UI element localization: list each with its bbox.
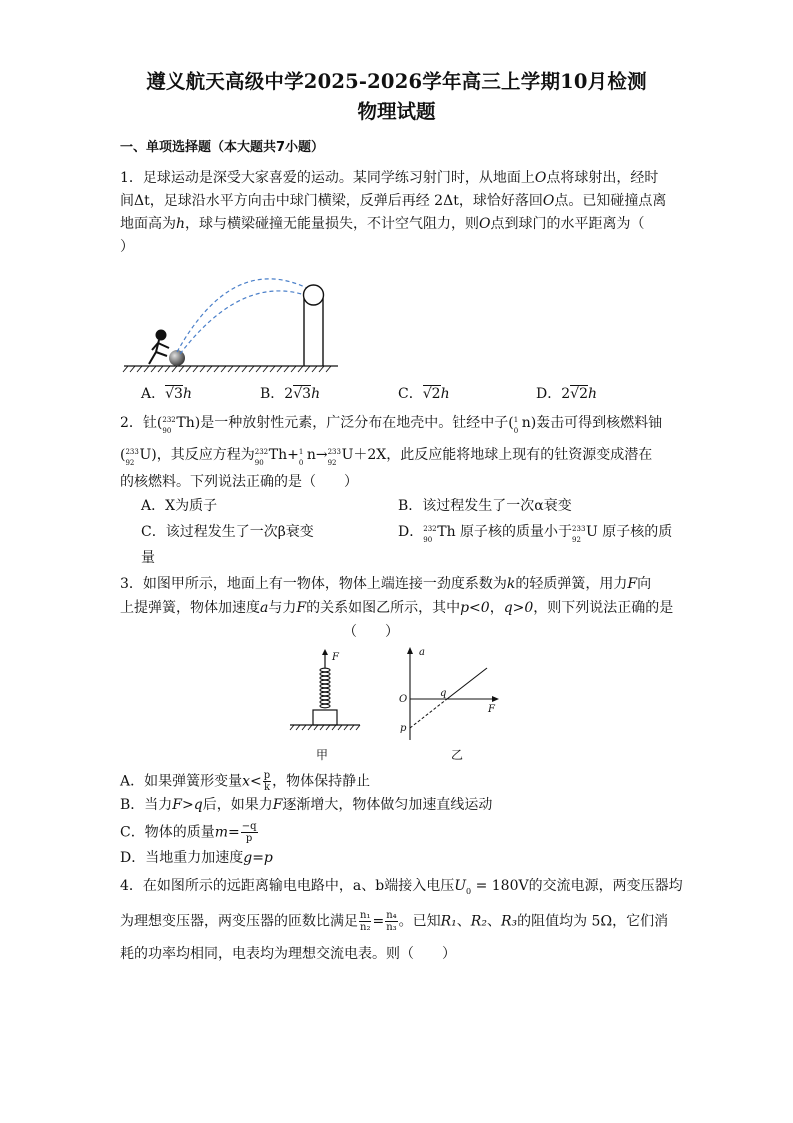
- graph-line-solid: [447, 668, 487, 699]
- figure-label-jia: 甲: [316, 748, 329, 762]
- q3-option-a[interactable]: A．如果弹簧形变量x< $\frac{p}{k}$ ，物体保持静止: [120, 770, 371, 793]
- q3-line1: 3．如图甲所示，地面上有一物体，物体上端连接一劲度系数为k的轻质弹簧，用力F向: [120, 576, 652, 592]
- p-point-label: p: [400, 723, 407, 734]
- q1-option-a[interactable]: A．√3h: [141, 386, 192, 402]
- q4-line2: 为理想变压器，两变压器的匝数比满足 $\frac{\text{n₁}}{\text{n₂}}$ = $\frac{\text{n₄}}{\text{n₃}}$ 。已知R₁、R₂、R₃的阻值均为 5Ω，它们消: [120, 910, 669, 933]
- ball-icon: [169, 350, 185, 366]
- trajectory-up: [177, 279, 307, 352]
- q3-option-c[interactable]: C．物体的质量m= $\frac{-q}{p}$: [120, 821, 257, 844]
- q1-option-d[interactable]: D．2√2h: [536, 386, 598, 402]
- spring-block-figure: [285, 648, 375, 738]
- q1-line2: 间Δt，足球沿水平方向击中球门横梁，反弹后再经 2Δt，球恰好落回O点。已知碰撞点离: [120, 193, 667, 209]
- q2-line3: 的核燃料。下列说法正确的是（ ）: [120, 474, 358, 490]
- q-point-label: q: [440, 688, 447, 699]
- q3-option-d[interactable]: D．当地重力加速度g=p: [120, 850, 273, 866]
- q1-line3: 地面高为h，球与横梁碰撞无能量损失，不计空气阻力，则O点到球门的水平距离为（: [120, 216, 645, 232]
- player-icon: [149, 331, 169, 365]
- q1-line1: 1．足球运动是深受大家喜爱的运动。某同学练习射门时，从地面上O点将球射出，经时: [120, 170, 659, 186]
- q2-option-d-cont: 量: [141, 550, 155, 566]
- q4-line1: 4．在如图所示的远距离输电电路中，a、b端接入电压$U_0 = 180V$的交流电源，两变压器均: [120, 878, 683, 896]
- axis-origin-label: O: [399, 694, 408, 705]
- exam-subject: 物理试题: [357, 100, 436, 123]
- q2-option-d[interactable]: D． 232 90 Th 原子核的质量小于 233 92 U 原子核的质: [398, 524, 673, 544]
- a-F-graph: [395, 645, 505, 745]
- figure-label-yi: 乙: [451, 748, 464, 762]
- q2-line1: 2．钍( 232 90 Th)是一种放射性元素，广泛分布在地壳中。钍经中子( 1 0 n)轰击可得到核燃料铀: [120, 415, 663, 435]
- section-heading: 一、单项选择题（本大题共7小题）: [120, 140, 325, 155]
- q2-option-a[interactable]: A．X为质子: [141, 498, 218, 514]
- q3-line2: 上提弹簧，物体加速度a与力F的关系如图乙所示，其中p<0，q>0，则下列说法正确的是: [120, 600, 674, 616]
- q1-line4: ）: [120, 239, 134, 255]
- block-icon: [313, 710, 337, 725]
- q1-option-b[interactable]: B．2√3h: [260, 386, 321, 402]
- force-label: F: [332, 652, 339, 663]
- goal-post-icon: [304, 285, 324, 366]
- axis-F-label: F: [488, 704, 495, 715]
- axis-a-label: a: [419, 647, 425, 658]
- q2-option-c[interactable]: C．该过程发生了一次β衰变: [141, 524, 314, 540]
- q4-line3: 耗的功率均相同，电表均为理想交流电表。则（ ）: [120, 946, 456, 962]
- q2-option-b[interactable]: B．该过程发生了一次α衰变: [398, 498, 572, 514]
- q3-line3: （ ）: [343, 624, 399, 640]
- spring-icon: [320, 668, 330, 708]
- trajectory-down: [180, 291, 308, 354]
- soccer-figure: [122, 268, 352, 378]
- q1-option-c[interactable]: C．√2h: [398, 386, 450, 402]
- q3-option-b[interactable]: B．当力F>q后，如果力F逐渐增大，物体做匀加速直线运动: [120, 797, 493, 813]
- exam-title: 遵义航天高级中学2025-2026学年高三上学期10月检测: [146, 70, 647, 93]
- q2-line2: ( 233 92 U)，其反应方程为 232 90 Th+ 1 0 n→ 233 92 U＋2X，此反应能将地球上现有的钍资源变成潜在: [120, 447, 653, 467]
